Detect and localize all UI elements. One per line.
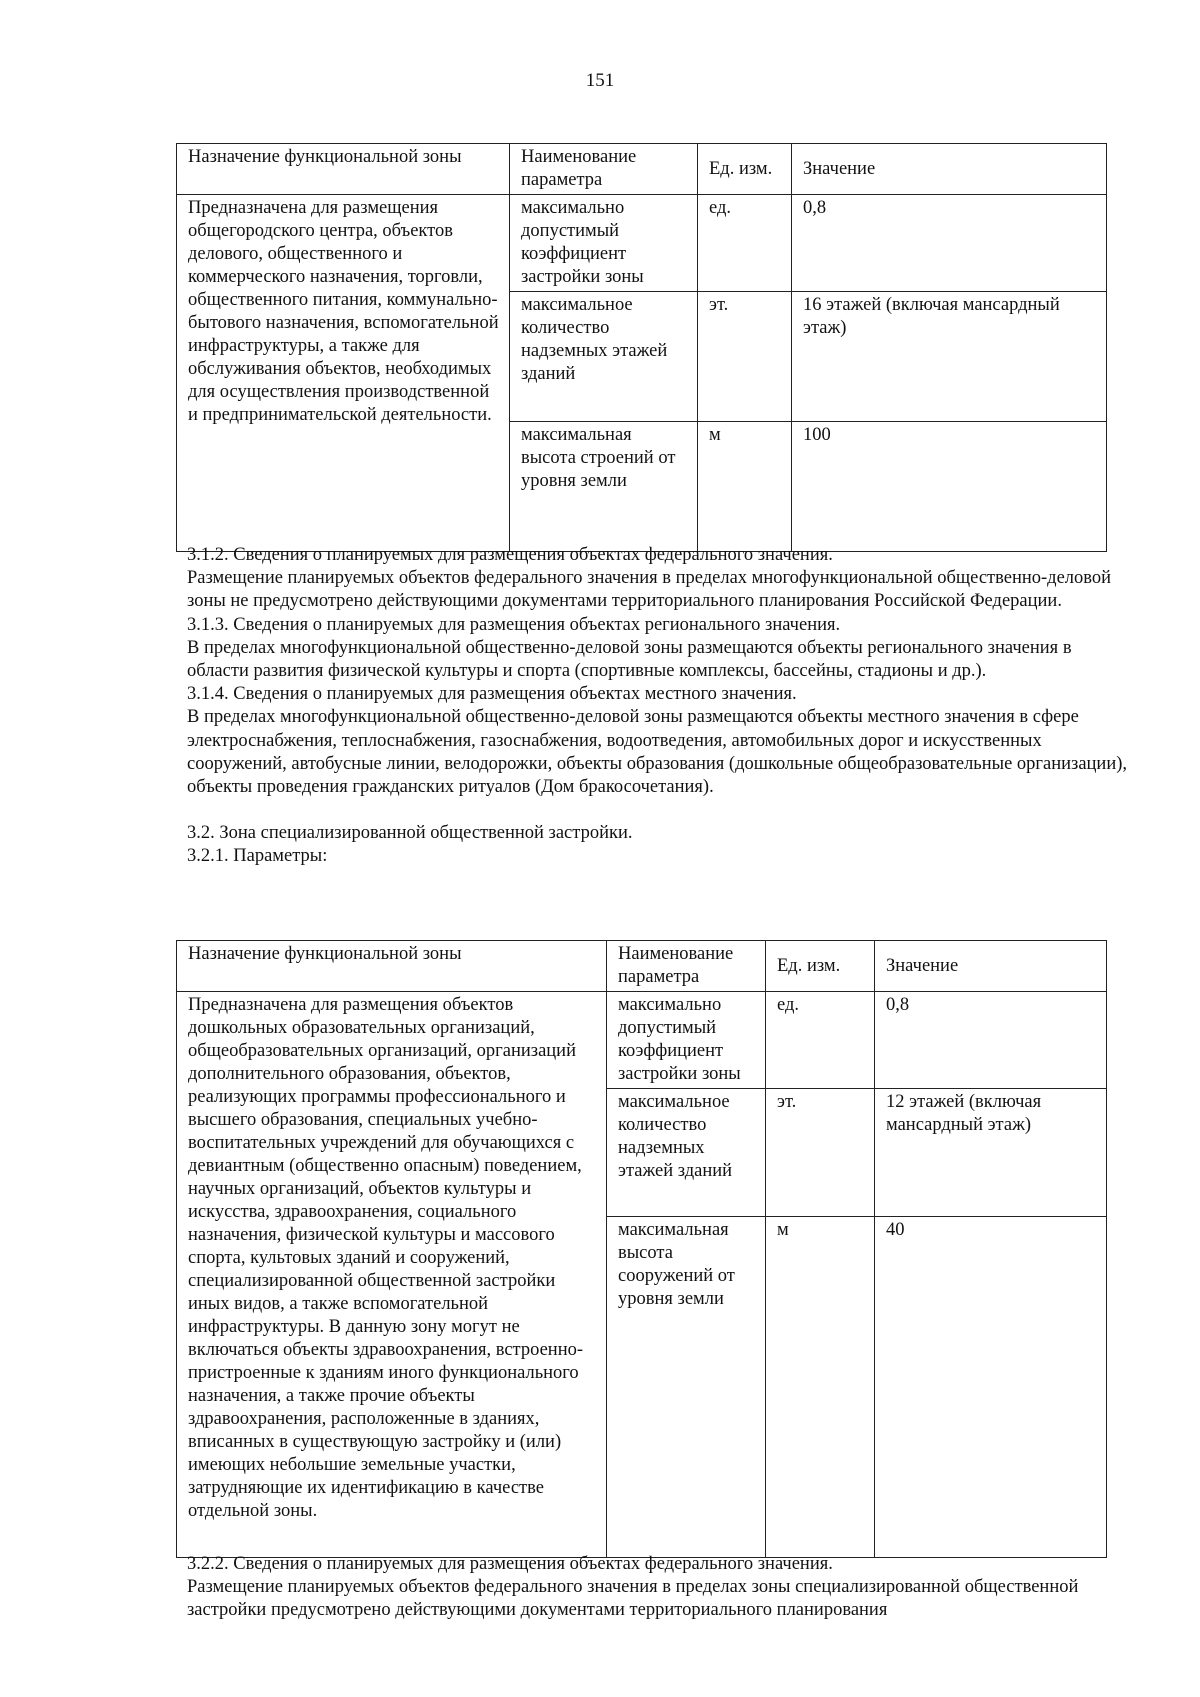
page-number: 151 — [585, 70, 615, 91]
unit-cell: эт. — [698, 292, 792, 422]
param-cell: максимальная высота строений от уровня земли — [510, 422, 698, 552]
paragraph: В пределах многофункциональной общественно-деловой зоны размещаются объекты местного значения в сфере электроснабжения, теплоснабжения, газоснабжения, водоотведения, автомобильных дорог и искусственных сооружений, автобусные линии, велодорожки, объекты образования (дошкольные общеобразовательные организации), объекты проведения гражданских ритуалов (Дом бракосочетания). — [187, 707, 1128, 798]
zone-parameters-table-1 — [176, 143, 1107, 552]
section-heading: 3.2. Зона специализированной общественной застройки. — [187, 823, 633, 844]
table-header-row — [177, 144, 1107, 195]
header-parameter: Наименование параметра — [607, 941, 766, 992]
zone-parameters-table-2 — [176, 940, 1107, 1558]
zone-purpose-cell: Предназначена для размещения общегородского центра, объектов делового, общественного и коммерческого назначения, торговли, общественного питания, коммунально-бытового назначения, вспомогательной инфраструктуры, а также для обслуживания объектов, необходимых для осуществления производственной и предпринимательской деятельности. — [177, 195, 510, 552]
header-purpose: Назначение функциональной зоны — [177, 941, 607, 992]
value-cell: 40 — [875, 1217, 1107, 1558]
value-cell: 0,8 — [792, 195, 1107, 292]
paragraph: В пределах многофункциональной общественно-деловой зоны размещаются объекты регионального значения в области развития физической культуры и спорта (спортивные комплексы, бассейны, стадионы и др.). — [187, 637, 1072, 682]
unit-cell: м — [698, 422, 792, 552]
paragraph: Размещение планируемых объектов федерального значения в пределах зоны специализированной общественной застройки предусмотрено действующими документами территориального планирования — [187, 1577, 1079, 1621]
unit-cell: ед. — [766, 992, 875, 1089]
zone-purpose-cell: Предназначена для размещения объектов дошкольных образовательных организаций, общеобразовательных организаций, организаций дополнительного образования, объектов, реализующих программы профессионального и высшего образования, специальных учебно-воспитательных учреждений для обучающихся с девиантным (общественно опасным) поведением, научных организаций, объектов культуры и искусства, здравоохранения, социального назначения, физической культуры и массового спорта, культовых зданий и сооружений, специализированной общественной застройки иных видов, а также вспомогательной инфраструктуры. В данную зону могут не включаться объекты здравоохранения, встроенно-пристроенные к зданиям иного функционального назначения, а также прочие объекты здравоохранения, расположенные в зданиях, вписанных в существующую застройку и (или) имеющих небольшие земельные участки, затрудняющие их идентификацию в качестве отдельной зоны. — [177, 992, 607, 1558]
table-row — [177, 195, 1107, 292]
header-purpose: Назначение функциональной зоны — [177, 144, 510, 195]
header-value: Значение — [792, 144, 1107, 195]
paragraph: Размещение планируемых объектов федерального значения в пределах многофункциональной общественно-деловой зоны не предусмотрено действующими документами территориального планирования Российской Федерации. — [187, 568, 1112, 612]
param-cell: максимальное количество надземных этажей зданий — [510, 292, 698, 422]
param-cell: максимальное количество надземных этажей зданий — [607, 1089, 766, 1217]
param-cell: максимально допустимый коэффициент застройки зоны — [607, 992, 766, 1089]
unit-cell: м — [766, 1217, 875, 1558]
header-unit: Ед. изм. — [698, 144, 792, 195]
table-row — [177, 992, 1107, 1089]
value-cell: 16 этажей (включая мансардный этаж) — [792, 292, 1107, 422]
table-header-row — [177, 941, 1107, 992]
value-cell: 0,8 — [875, 992, 1107, 1089]
unit-cell: эт. — [766, 1089, 875, 1217]
paragraph: 3.1.2. Сведения о планируемых для размещения объектах федерального значения. — [187, 545, 833, 565]
section-3-1-text — [187, 544, 1127, 869]
value-cell: 100 — [792, 422, 1107, 552]
param-cell: максимальная высота сооружений от уровня земли — [607, 1217, 766, 1558]
param-cell: максимально допустимый коэффициент застройки зоны — [510, 195, 698, 292]
paragraph: 3.2.2. Сведения о планируемых для размещения объектах федерального значения. — [187, 1554, 833, 1574]
paragraph: 3.1.4. Сведения о планируемых для размещения объектах местного значения. — [187, 684, 797, 705]
subsection-heading: 3.2.1. Параметры: — [187, 846, 328, 867]
header-parameter: Наименование параметра — [510, 144, 698, 195]
section-3-2-2-text — [187, 1553, 1127, 1623]
unit-cell: ед. — [698, 195, 792, 292]
value-cell: 12 этажей (включая мансардный этаж) — [875, 1089, 1107, 1217]
header-unit: Ед. изм. — [766, 941, 875, 992]
header-value: Значение — [875, 941, 1107, 992]
paragraph: 3.1.3. Сведения о планируемых для размещения объектах регионального значения. — [187, 614, 841, 635]
